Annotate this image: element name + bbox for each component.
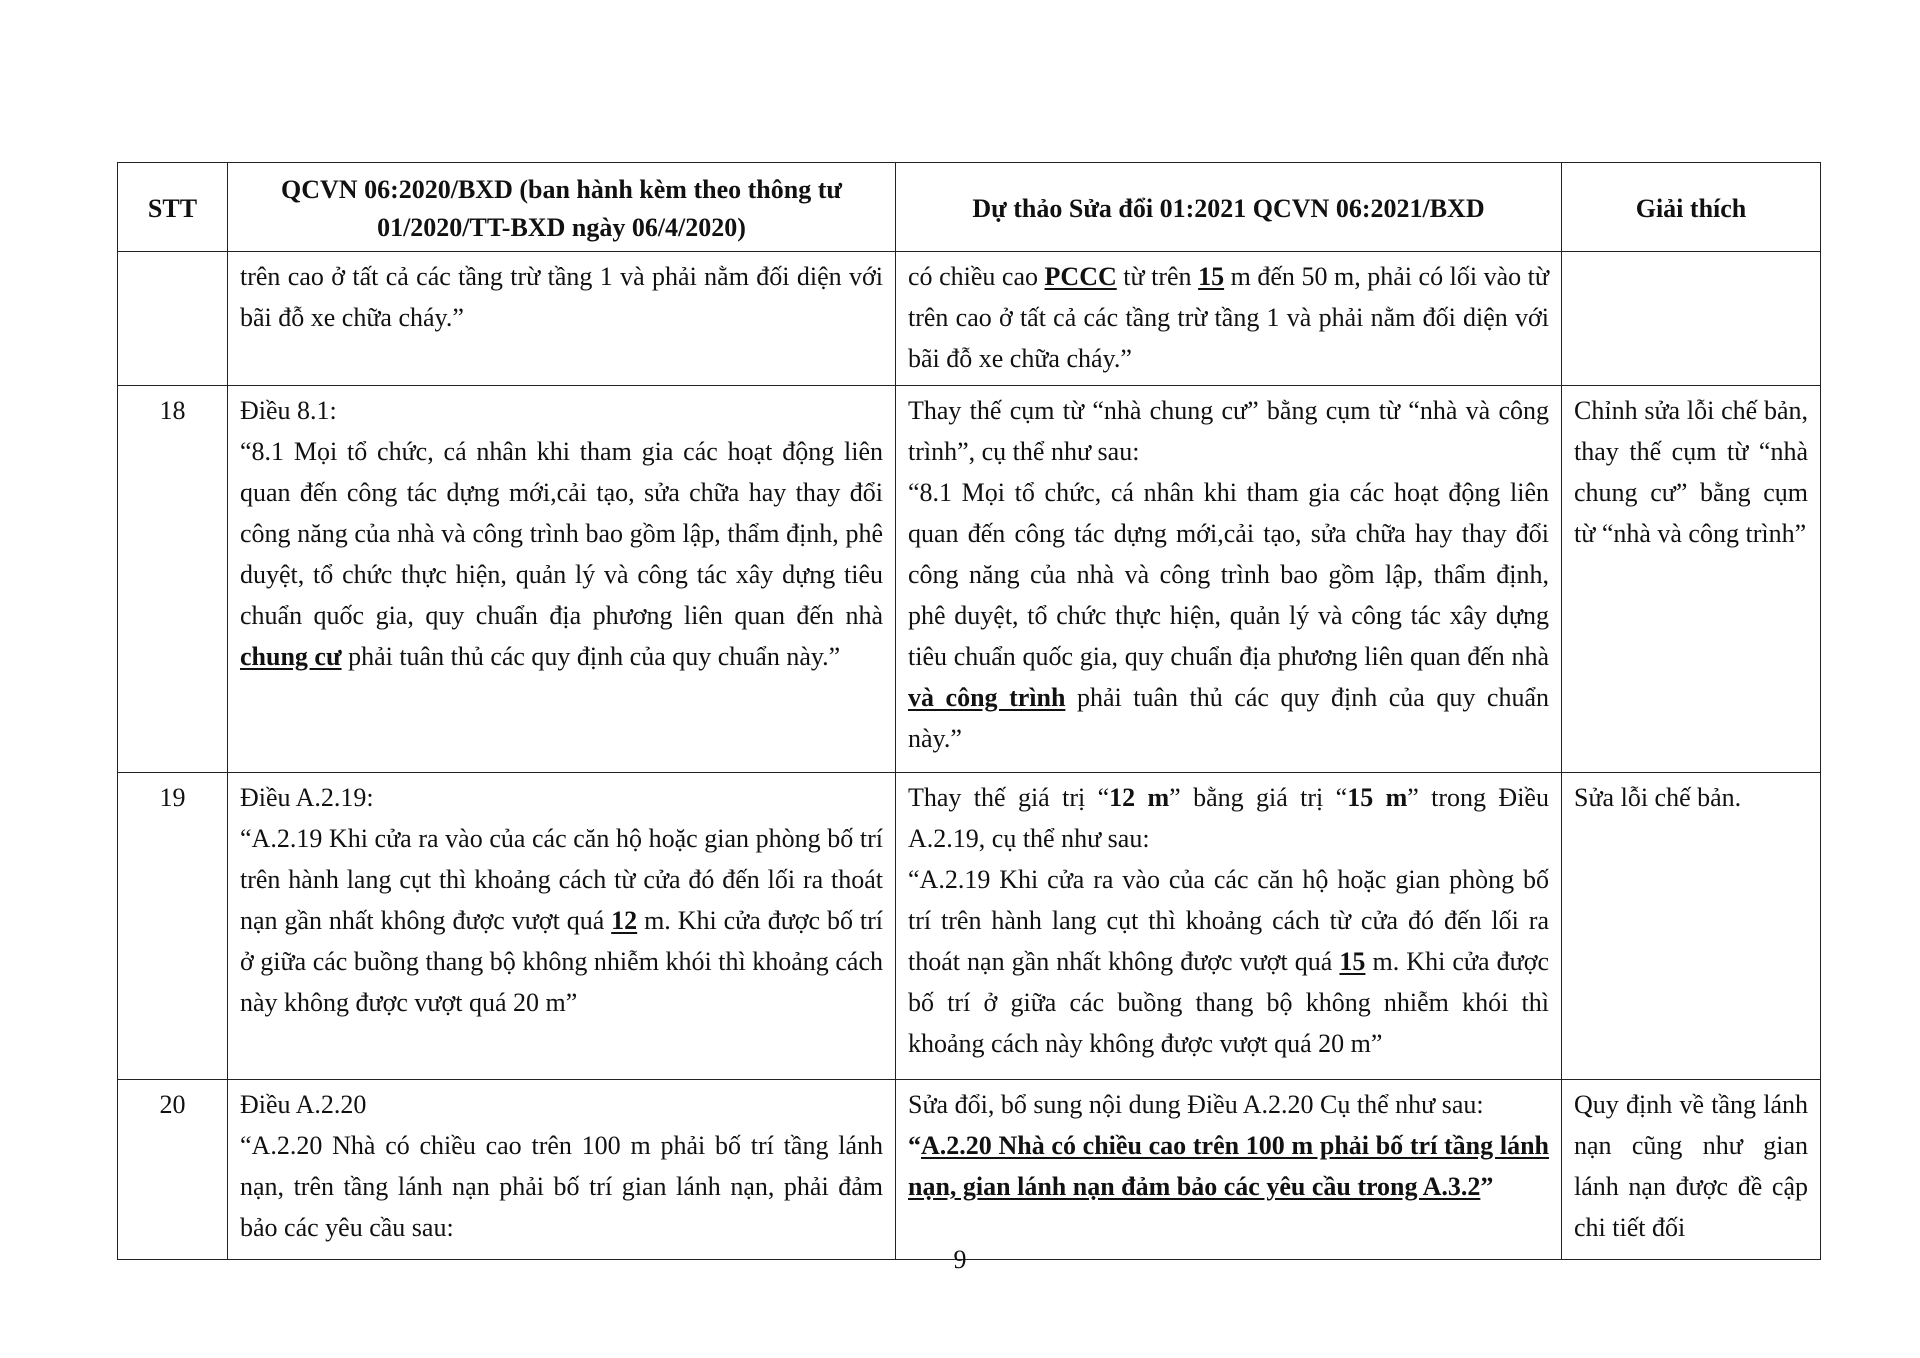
- clause-reference: Điều 8.1:: [240, 396, 337, 425]
- row-stt: 18: [118, 386, 228, 773]
- row-stt: [118, 252, 228, 386]
- row-current-text: [228, 252, 896, 386]
- text-run: ” trong Điều A.2.19, cụ thể như sau:: [908, 783, 1549, 853]
- row-current-text: [228, 386, 896, 773]
- paragraph: [908, 777, 1549, 859]
- text-run: Thay thế giá trị “: [908, 783, 1110, 812]
- text-run: m đến 50 m, phải có lối vào từ trên cao ở tất cả các tầng trừ tầng 1 và phải nằm đối diện với bãi đỗ xe chữa cháy.”: [908, 262, 1549, 373]
- row-current-text: [228, 773, 896, 1080]
- table-row: [118, 252, 1821, 386]
- emphasized-value: 15 m: [1347, 783, 1408, 812]
- text-run: từ trên: [1116, 262, 1199, 291]
- clause-reference: Điều A.2.20: [240, 1090, 367, 1119]
- header-row: [118, 163, 1821, 252]
- header-draft-amendment: Dự thảo Sửa đổi 01:2021 QCVN 06:2021/BXD: [896, 163, 1562, 252]
- row-explanation: [1562, 252, 1821, 386]
- emphasized-value: 15: [1339, 947, 1366, 976]
- header-stt: STT: [118, 163, 228, 252]
- paragraph: [908, 859, 1549, 1064]
- row-draft-text: [896, 1080, 1562, 1260]
- header-current-standard: QCVN 06:2020/BXD (ban hành kèm theo thông tư 01/2020/TT-BXD ngày 06/4/2020): [228, 163, 896, 252]
- emphasized-term: và công trình: [908, 683, 1066, 712]
- paragraph: trên cao ở tất cả các tầng trừ tầng 1 và phải nằm đối diện với bãi đỗ xe chữa cháy.”: [240, 262, 883, 332]
- table-row: [118, 773, 1821, 1080]
- row-explanation: Quy định về tầng lánh nạn cũng như gian lánh nạn được đề cập chi tiết đối: [1562, 1080, 1821, 1260]
- emphasized-value: 12: [611, 906, 638, 935]
- text-run: “A.2.19 Khi cửa ra vào của các căn hộ hoặc gian phòng bố trí trên hành lang cụt thì khoảng cách từ cửa đó đến lối ra thoát nạn gần nhất không được vượt quá: [908, 865, 1549, 976]
- page-number: 9: [953, 1245, 967, 1274]
- clause-reference: Điều A.2.19:: [240, 783, 374, 812]
- emphasized-term: PCCC: [1044, 262, 1117, 291]
- text-run: có chiều cao: [908, 262, 1045, 291]
- paragraph: [240, 818, 883, 1023]
- table-header: [118, 163, 1821, 252]
- text-run: “8.1 Mọi tổ chức, cá nhân khi tham gia các hoạt động liên quan đến công tác dựng mới,cải tạo, sửa chữa hay thay đổi công năng của nhà và công trình bao gồm lập, thẩm định, phê duyệt, tổ chức thực hiện, quản lý và công tác xây dựng tiêu chuẩn quốc gia, quy chuẩn địa phương liên quan đến nhà: [908, 478, 1549, 671]
- emphasized-term: chung cư: [240, 642, 342, 671]
- text-run: ” bằng giá trị “: [1169, 783, 1348, 812]
- paragraph: [908, 1125, 1549, 1207]
- header-explanation: Giải thích: [1562, 163, 1821, 252]
- text-run: m. Khi cửa được bố trí ở giữa các buồng thang bộ không nhiễm khói thì khoảng cách này không được vượt quá 20 m”: [240, 906, 883, 1017]
- text-run: “8.1 Mọi tổ chức, cá nhân khi tham gia các hoạt động liên quan đến công tác dựng mới,cải tạo, sửa chữa hay thay đổi công năng của nhà và công trình bao gồm lập, thẩm định, phê duyệt, tổ chức thực hiện, quản lý và công tác xây dựng tiêu chuẩn quốc gia, quy chuẩn địa phương liên quan đến nhà: [240, 437, 883, 630]
- row-stt: 20: [118, 1080, 228, 1260]
- text-run: phải tuân thủ các quy định của quy chuẩn này.”: [341, 642, 841, 671]
- row-explanation: Chỉnh sửa lỗi chế bản, thay thế cụm từ “nhà chung cư” bằng cụm từ “nhà và công trình”: [1562, 386, 1821, 773]
- row-draft-text: [896, 386, 1562, 773]
- row-stt: 19: [118, 773, 228, 1080]
- text-run: phải tuân thủ các quy định của quy chuẩn này.”: [908, 683, 1549, 753]
- table-row: [118, 386, 1821, 773]
- row-draft-text: [896, 773, 1562, 1080]
- text-run: “: [908, 1131, 921, 1160]
- paragraph: “A.2.20 Nhà có chiều cao trên 100 m phải bố trí tầng lánh nạn, trên tầng lánh nạn phải bố trí gian lánh nạn, phải đảm bảo các yêu cầu sau:: [240, 1131, 883, 1242]
- paragraph: [908, 472, 1549, 759]
- text-run: “A.2.19 Khi cửa ra vào của các căn hộ hoặc gian phòng bố trí trên hành lang cụt thì khoảng cách từ cửa đó đến lối ra thoát nạn gần nhất không được vượt quá: [240, 824, 883, 935]
- emphasized-value: 15: [1198, 262, 1225, 291]
- paragraph: Sửa đổi, bổ sung nội dung Điều A.2.20 Cụ thể như sau:: [908, 1090, 1484, 1119]
- emphasized-value: 12 m: [1109, 783, 1170, 812]
- comparison-table: [117, 162, 1821, 1260]
- text-run: m. Khi cửa được bố trí ở giữa các buồng thang bộ không nhiễm khói thì khoảng cách này không được vượt quá 20 m”: [908, 947, 1549, 1058]
- row-draft-text: [896, 252, 1562, 386]
- paragraph: Thay thế cụm từ “nhà chung cư” bằng cụm từ “nhà và công trình”, cụ thể như sau:: [908, 396, 1549, 466]
- paragraph: [908, 256, 1549, 379]
- row-current-text: [228, 1080, 896, 1260]
- paragraph: [240, 431, 883, 677]
- text-run: ”: [1480, 1172, 1494, 1201]
- row-explanation: Sửa lỗi chế bản.: [1562, 773, 1821, 1080]
- table-row: [118, 1080, 1821, 1260]
- emphasized-clause: A.2.20 Nhà có chiều cao trên 100 m phải bố trí tầng lánh nạn, gian lánh nạn đảm bảo các yêu cầu trong A.3.2: [908, 1131, 1549, 1201]
